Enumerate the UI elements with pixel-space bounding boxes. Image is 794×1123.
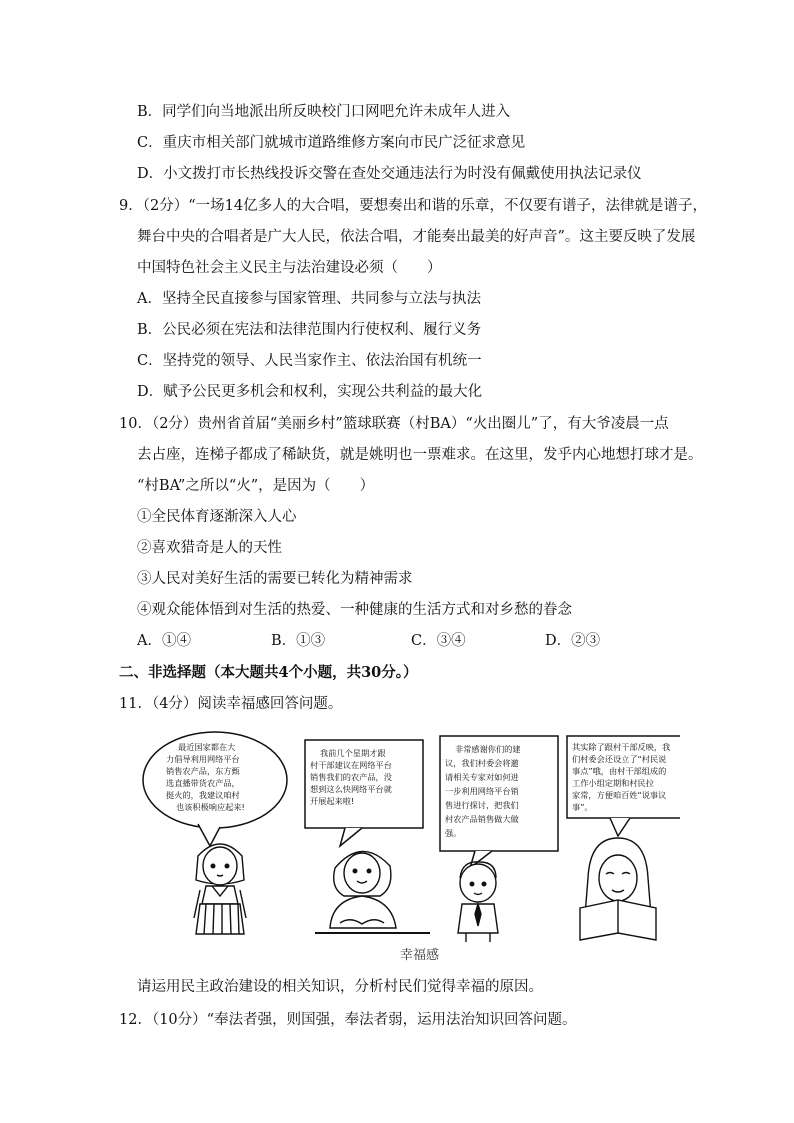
bubble4-line-5: 家常，方便咱百姓“说事议 <box>572 790 667 800</box>
bubble3-line-1: 非常感谢你们的建 <box>455 744 521 754</box>
q10-stem-line2: 去占座，连梯子都成了稀缺货，就是姚明也一票难求。在这里，发乎内心地想打球才是。 <box>137 447 703 463</box>
q8-option-d: D．小文拨打市长热线投诉交警在查处交通违法行为时没有佩戴使用执法记录仪 <box>137 166 642 182</box>
bubble2-line-3: 销售我们的农产品，没 <box>310 772 392 782</box>
bubble1-line-2: 力倡导利用网络平台 <box>166 754 240 764</box>
q10-option-d: D．②③ <box>545 633 601 649</box>
bubble1-line-3: 销售农产品，东方甄 <box>166 766 240 776</box>
q9-option-b: B．公民必须在宪法和法律范围内行使权利、履行义务 <box>137 322 482 338</box>
q9-stem-line3: 中国特色社会主义民主与法治建设必须（ ） <box>137 260 442 276</box>
q8-option-c: C．重庆市相关部门就城市道路维修方案向市民广泛征求意见 <box>137 135 526 151</box>
bubble2-line-5: 开展起来啦! <box>310 796 355 806</box>
q10-stem-line3: “村BA”之所以“火”，是因为（ ） <box>137 478 375 494</box>
q9-stem-line1: 9．（2分）“一场14亿多人的大合唱，要想奏出和谐的乐章，不仅要有谱子，法律就是谱子， <box>119 198 708 214</box>
bubble4-line-1: 其实除了跟村干部反映，我 <box>572 742 671 752</box>
figure-caption: 幸福感 <box>400 948 440 963</box>
reading-woman-illustration <box>580 838 656 940</box>
boy-illustration <box>458 862 498 942</box>
q8-option-b: B．同学们向当地派出所反映校门口网吧允许未成年人进入 <box>137 104 511 120</box>
q10-option-c: C．③④ <box>411 633 466 649</box>
q11-stem: 11．（4分）阅读幸福感回答问题。 <box>119 696 343 712</box>
bubble1-line-4: 选直播带货农产品， <box>166 778 240 788</box>
bubble3-line-2: 议，我们村委会将邀 <box>445 758 519 768</box>
q10-statement-2: ②喜欢猎奇是人的天性 <box>137 540 282 556</box>
q10-stem-line1: 10．（2分）贵州省首届“美丽乡村”篮球联赛（村BA）“火出圈儿”了，有大爷凌晨一点 <box>119 416 669 432</box>
q9-option-a: A．坚持全民直接参与国家管理、共同参与立法与执法 <box>137 291 481 307</box>
bubble1-line-6: 也该积极响应起来! <box>176 802 245 812</box>
bubble1-line-1: 最近国家都在大 <box>178 742 236 752</box>
bubble2-line-2: 村干部建议在网络平台 <box>310 760 392 770</box>
q10-statement-3: ③人民对美好生活的需要已转化为精神需求 <box>137 571 413 587</box>
q9-stem-line2: 舞台中央的合唱者是广大人民，依法合唱，才能奏出最美的好声音”。这主要反映了发展 <box>137 229 696 245</box>
q12-stem: 12．（10分）“奉法者强，则国强，奉法者弱，运用法治知识回答问题。 <box>119 1012 577 1028</box>
cartoon-figure <box>140 728 680 943</box>
bubble4-line-3: 事点”哦，由村干部组成的 <box>572 766 667 776</box>
bubble2-line-4: 想到这么快网络平台就 <box>310 784 392 794</box>
schoolgirl-illustration <box>194 844 246 934</box>
q9-option-c: C．坚持党的领导、人民当家作主、依法治国有机统一 <box>137 353 482 369</box>
bubble4-line-4: 工作小组定期和村民拉 <box>572 778 654 788</box>
q9-option-d: D．赋予公民更多机会和权利，实现公共利益的最大化 <box>137 384 483 400</box>
bubble4-line-2: 们村委会还设立了“村民说 <box>572 754 667 764</box>
bubble3-line-5: 售进行探讨，把我们 <box>445 800 519 810</box>
section-heading: 二、非选择题（本大题共4个小题，共30分。） <box>119 664 418 681</box>
bubble2-line-1: 我前几个星期才跟 <box>320 748 386 758</box>
bubble3-line-3: 请相关专家对如何进 <box>445 772 519 782</box>
bubble3-line-4: 一步利用网络平台销 <box>445 786 519 796</box>
q10-option-b: B．①③ <box>271 633 326 649</box>
bubble3-line-6: 村农产品销售做大做 <box>445 814 519 824</box>
q11-question: 请运用民主政治建设的相关知识，分析村民们觉得幸福的原因。 <box>137 979 543 995</box>
q10-statement-1: ①全民体育逐渐深入人心 <box>137 509 297 525</box>
bubble3-line-7: 强。 <box>445 828 462 838</box>
q10-option-a: A．①④ <box>137 633 191 649</box>
bubble4-line-6: 事”。 <box>572 802 593 812</box>
bubble1-line-5: 挺火的，我建议咱村 <box>166 790 240 800</box>
woman-illustration <box>315 851 430 933</box>
q10-statement-4: ④观众能体悟到对生活的热爱、一种健康的生活方式和对乡愁的眷念 <box>137 602 572 618</box>
